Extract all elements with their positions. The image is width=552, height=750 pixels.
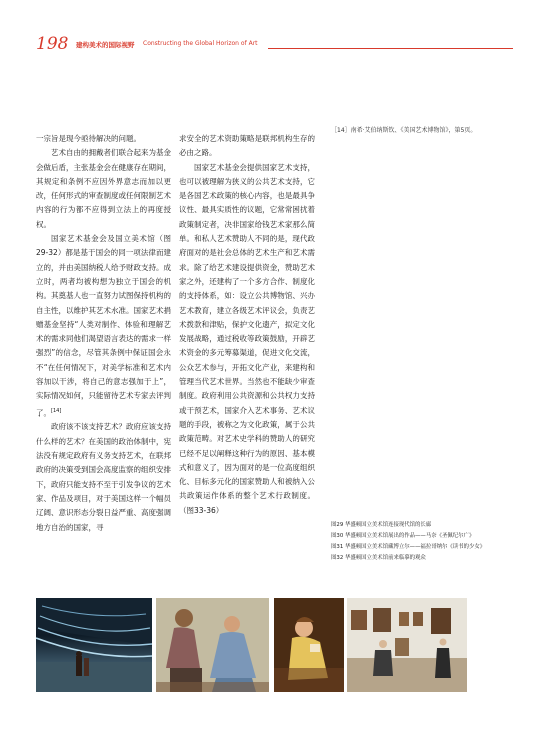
page-number: 198 — [36, 34, 69, 54]
running-title-english: Constructing the Global Horizon of Art — [143, 40, 258, 47]
photo-manet-painting — [156, 598, 269, 692]
text-column-2 — [179, 132, 315, 518]
caption-32: 图32 华盛顿国立美术馆前来临摹的观众 — [331, 555, 426, 561]
paragraph — [36, 232, 171, 420]
page-header — [36, 36, 516, 56]
caption-29: 图29 华盛顿国立美术馆连接现代馆的长廊 — [331, 522, 432, 528]
paragraph: 求安全的艺术资助策略是联邦机构生存的必由之路。 — [179, 134, 315, 158]
paragraph: 艺术自由的拥戴者们联合起来为基金会做后盾，主张基金会在健康存在期间，其规定和条例不应因外界意志而加以更改，任何形式的审查制度或任何限制艺术内容的行为都不应得到立法上的再度授权。 — [36, 148, 171, 229]
paragraph: 一宗旨是现今亟待解决的问题。 — [36, 134, 141, 143]
footnote-column — [331, 126, 481, 136]
photo-gallery-corridor — [36, 598, 152, 692]
paragraph: 政府该不该支持艺术？政府应该支持什么样的艺术？在美国的政治体制中，宪法没有规定政府有义务支持艺术，在联邦政府的决策受到国会高度监察的组织安排下，政府只能支持不至于引发争议的艺术家、作品及项目，对于美国这样一个幅员辽阔、意识形态分裂日益严重、高度强调地方自治的国家，寻 — [36, 422, 171, 532]
footnote-marker: [14] — [51, 407, 62, 414]
footnote: ［14］南希·艾伯纳斯钦、《美国艺术博物馆》，第5页。 — [331, 127, 477, 134]
photo-copyist-in-gallery — [347, 598, 467, 692]
paragraph: 国家艺术基金会提供国家艺术支持，也可以被理解为狭义的公共艺术支持，它是各国艺术政策的核心内容，也是最具争议性、最具实质性的议题，它常常困扰着政策制定者，决非国家给钱艺术家那么简单。和私人艺术赞助人不同的是，现代政府面对的是社会总体的艺术生产和艺术需求。除了给艺术建设提供资金，赞助艺术家之外，还建构了一个多方合作、制度化的支持体系，如：设立公共博物馆、兴办艺术教育，建立各级艺术评议会，负责艺术拨款和津贴，保护文化遗产，拟定文化发展战略，通过税收等政策鼓励，开辟艺术资金的多元筹募渠道，促进文化交流，公众艺术参与，开拓文化产业，来建构和管理当代艺术世界。当然也不能缺少审查制度。政府利用公共资源和公共权力支持或干预艺术，国家介入艺术事务、艺术议题的手段，被称之为文化政策，属于公共政策范畴。对艺术史学科的赞助人的研究已经不足以阐释这种行为的原因、基本模式和意义了，因为面对的是一位高度组织化、目标多元化的国家赞助人和被纳入公共政策运作体系的整个艺术行政制度。（图33-36） — [179, 162, 315, 515]
photo-fragonard-reading-girl — [274, 598, 344, 692]
running-title-chinese: 建构美术的国际视野 — [76, 41, 135, 49]
caption-31: 图31 华盛顿国立美术馆藏博立尔——福拉哥纳尔《读书的少女》 — [331, 544, 486, 550]
caption-30: 图30 华盛顿国立美术馆展出的作品——马奈《圣佩纪尔广》 — [331, 533, 475, 539]
text-column-1 — [36, 132, 171, 535]
header-rule — [268, 48, 513, 49]
paragraph-text: 国家艺术基金会及国立美术馆（图29-32）都是基于国会的同一项法律而建立的，并由美国纳税人给予财政支持。成立时，两者均被构想为独立于国会的机构。其奠基人也一直努力试图保持机构的自主性，以维护其艺术水准。国家艺术捐赠基金坚持“人类对制作、体验和理解艺术的需求同他们渴望语言表达的需求一样强烈”的信念，尽管其条例中保证国会永不“在任何情况下，对美学标准和艺术内容加以干涉，将自己的意志强加于上”，实际情况如何，只能留待艺术专家去评判了。 — [36, 234, 171, 418]
figure-captions — [331, 520, 501, 564]
